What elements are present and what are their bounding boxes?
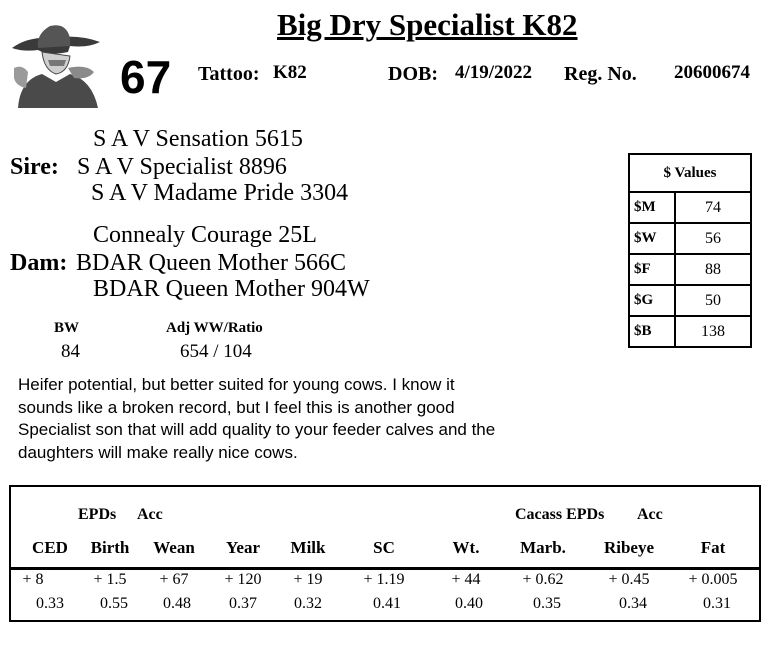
epd-value: + 44: [451, 571, 481, 588]
dollar-value-row: [629, 316, 751, 347]
dollar-value-row: [629, 192, 751, 223]
epd-col-header: Year: [226, 538, 260, 557]
epd-value: + 8: [22, 571, 44, 588]
epd-accuracy: 0.40: [455, 595, 483, 612]
epd-accuracy: 0.31: [703, 595, 731, 612]
epd-accuracy: 0.48: [163, 595, 191, 612]
epd-accuracy: 0.41: [373, 595, 401, 612]
dollar-value-number: 74: [675, 192, 751, 223]
dollar-value-key: $M: [629, 192, 675, 223]
dam-sire-name: Connealy Courage 25L: [93, 222, 317, 248]
reg-no-value: 20600674: [674, 62, 750, 83]
epd-value: + 0.45: [608, 571, 650, 588]
dob-value: 4/19/2022: [455, 62, 533, 83]
epd-accuracy: 0.35: [533, 595, 561, 612]
bw-value: 84: [61, 341, 80, 362]
epd-col-header: Fat: [700, 538, 726, 557]
lot-number: 67: [120, 51, 172, 103]
ww-label: Adj WW/Ratio: [166, 320, 263, 336]
dollar-value-key: $B: [629, 316, 675, 347]
dollar-value-number: 56: [675, 223, 751, 254]
dollar-value-number: 88: [675, 254, 751, 285]
epd-value: + 120: [224, 571, 262, 588]
epd-col-header: Wean: [153, 538, 195, 557]
sire-dam-name: S A V Madame Pride 3304: [91, 180, 349, 206]
epd-value: + 1.5: [93, 571, 127, 588]
sire-label: Sire:: [10, 154, 59, 180]
dollar-value-key: $W: [629, 223, 675, 254]
epd-col-header: SC: [373, 538, 395, 557]
dollar-value-row: [629, 223, 751, 254]
epd-value: + 0.62: [522, 571, 564, 588]
bw-label: BW: [54, 320, 80, 336]
dam-name: BDAR Queen Mother 566C: [76, 250, 346, 276]
epd-group-title: EPDs: [78, 506, 117, 523]
tattoo-value: K82: [273, 62, 307, 83]
epd-value: + 19: [293, 571, 323, 588]
epd-value: + 1.19: [363, 571, 405, 588]
sire-name: S A V Specialist 8896: [77, 154, 287, 180]
ww-value: 654 / 104: [180, 341, 252, 362]
epd-col-header: Marb.: [520, 538, 566, 557]
epd-col-header: Wt.: [452, 538, 480, 557]
epd-col-header: Birth: [90, 538, 130, 557]
epd-accuracy: 0.37: [229, 595, 257, 612]
epd-value: + 0.005: [688, 571, 738, 588]
dollar-value-row: [629, 254, 751, 285]
dollar-value-key: $G: [629, 285, 675, 316]
dollar-value-number: 50: [675, 285, 751, 316]
dob-label: DOB:: [388, 63, 438, 85]
epd-value: + 67: [159, 571, 189, 588]
sire-sire-name: S A V Sensation 5615: [93, 126, 303, 152]
dam-dam-name: BDAR Queen Mother 904W: [93, 276, 370, 302]
dollar-values-title: $ Values: [629, 154, 751, 192]
epd-divider: [11, 567, 759, 570]
epd-col-header: CED: [32, 538, 68, 557]
reg-no-label: Reg. No.: [564, 63, 637, 85]
epd-col-header: Ribeye: [603, 538, 655, 557]
animal-title: Big Dry Specialist K82: [277, 7, 578, 42]
cowboy-logo-image: [8, 8, 103, 108]
epd-col-header: Milk: [290, 538, 326, 557]
dam-label: Dam:: [10, 250, 68, 276]
dollar-value-row: [629, 285, 751, 316]
epd-table: [9, 485, 761, 622]
carcass-group-title: Cacass EPDs: [515, 506, 605, 523]
epd-accuracy: 0.33: [36, 595, 64, 612]
tattoo-label: Tattoo:: [198, 63, 260, 85]
epd-accuracy: 0.55: [100, 595, 128, 612]
dollar-value-key: $F: [629, 254, 675, 285]
epd-accuracy: 0.34: [619, 595, 647, 612]
carcass-group-acc: Acc: [637, 506, 663, 523]
epd-accuracy: 0.32: [294, 595, 322, 612]
description-text: Heifer potential, but better suited for young cows. I know it sounds like a broken record, but I feel this is another good Specialist son that will add quality to your feeder calves and the daughters will make really nice cows.: [18, 375, 496, 462]
dollar-value-number: 138: [675, 316, 751, 347]
dollar-values-table: [628, 153, 752, 348]
epd-group-acc: Acc: [137, 506, 163, 523]
